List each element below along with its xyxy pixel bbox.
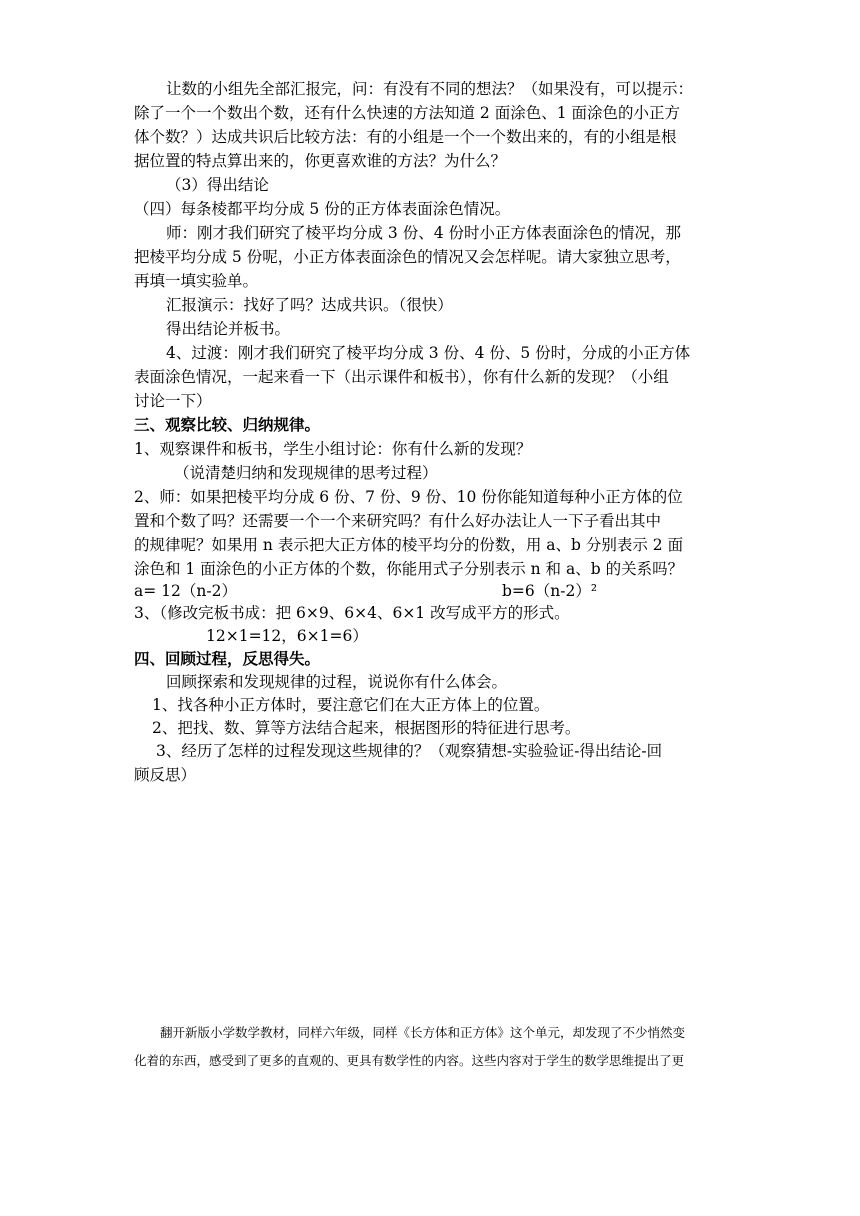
paragraph-line: 得出结论并板书。 bbox=[166, 320, 291, 338]
paragraph-line: 3、（修改完板书成：把 6×9、6×4、6×1 改写成平方的形式。 bbox=[134, 604, 570, 622]
paragraph-line: 顾反思） bbox=[134, 766, 197, 784]
paragraph-line: 12×1=12，6×1=6） bbox=[206, 627, 368, 645]
paragraph-line: 再填一填实验单。 bbox=[134, 272, 259, 290]
section-heading: 三、观察比较、归纳规律。 bbox=[134, 415, 321, 434]
paragraph-line: 置和个数了吗？还需要一个一个来研究吗？有什么好办法让人一下子看出其中 bbox=[134, 512, 662, 530]
section-line: （四）每条棱都平均分成 5 份的正方体表面涂色情况。 bbox=[134, 200, 511, 218]
paragraph-line: 据位置的特点算出来的，你更喜欢谁的方法？为什么？ bbox=[134, 152, 507, 170]
paragraph-line: 汇报演示：找好了吗？达成共识。（很快） bbox=[166, 296, 453, 314]
paragraph-line: 3、经历了怎样的过程发现这些规律的？（观察猜想-实验验证-得出结论-回 bbox=[156, 742, 663, 760]
paragraph-line: 师：刚才我们研究了棱平均分成 3 份、4 份时小正方体表面涂色的情况，那 bbox=[166, 224, 682, 242]
paragraph-line: 除了一个一个数出个数，还有什么快速的方法知道 2 面涂色、1 面涂色的小正方 bbox=[134, 104, 681, 122]
subheading-line: （3）得出结论 bbox=[166, 176, 269, 194]
paragraph-line: 涂色和 1 面涂色的小正方体的个数，你能用式子分别表示 n 和 a、b 的关系吗？ bbox=[134, 560, 684, 578]
paragraph-line: 回顾探索和发现规律的过程，说说你有什么体会。 bbox=[166, 673, 508, 691]
paragraph-line: 表面涂色情况，一起来看一下（出示课件和板书），你有什么新的发现？（小组 bbox=[134, 368, 669, 386]
paragraph-line: 体个数？）达成共识后比较方法：有的小组是一个一个数出来的，有的小组是根 bbox=[134, 128, 677, 146]
paragraph-line: 让数的小组先全部汇报完，问：有没有不同的想法？（如果没有，可以提示： bbox=[166, 80, 694, 98]
paragraph-line: 4、过渡：刚才我们研究了棱平均分成 3 份、4 份、5 份时，分成的小正方体 bbox=[166, 344, 691, 362]
paragraph-line: 1、找各种小正方体时，要注意它们在大正方体上的位置。 bbox=[152, 696, 550, 714]
paragraph-line: 的规律呢？如果用 n 表示把大正方体的棱平均分的份数，用 a、b 分别表示 2 面 bbox=[134, 536, 684, 554]
paragraph-line: 2、师：如果把棱平均分成 6 份、7 份、9 份、10 份你能知道每种小正方体的位 bbox=[134, 488, 683, 506]
formula-b: b=6（n-2）² bbox=[502, 582, 598, 600]
footer-line: 翻开新版小学数学教材，同样六年级，同样《长方体和正方体》这个单元，却发现了不少悄然变 bbox=[160, 1025, 686, 1040]
section-heading: 四、回顾过程，反思得失。 bbox=[134, 649, 321, 668]
formula-a: a= 12（n-2） bbox=[134, 582, 237, 600]
paragraph-line: （说清楚归纳和发现规律的思考过程） bbox=[174, 464, 438, 482]
footer-line: 化着的东西，感受到了更多的直观的、更具有数学性的内容。这些内容对于学生的数学思维提出了更 bbox=[134, 1053, 685, 1068]
paragraph-line: 讨论一下） bbox=[134, 392, 212, 410]
paragraph-line: 2、把找、数、算等方法结合起来，根据图形的特征进行思考。 bbox=[152, 719, 581, 737]
paragraph-line: 1、观察课件和板书，学生小组讨论：你有什么新的发现？ bbox=[134, 440, 532, 458]
paragraph-line: 把棱平均分成 5 份呢，小正方体表面涂色的情况又会怎样呢。请大家独立思考， bbox=[134, 248, 681, 266]
